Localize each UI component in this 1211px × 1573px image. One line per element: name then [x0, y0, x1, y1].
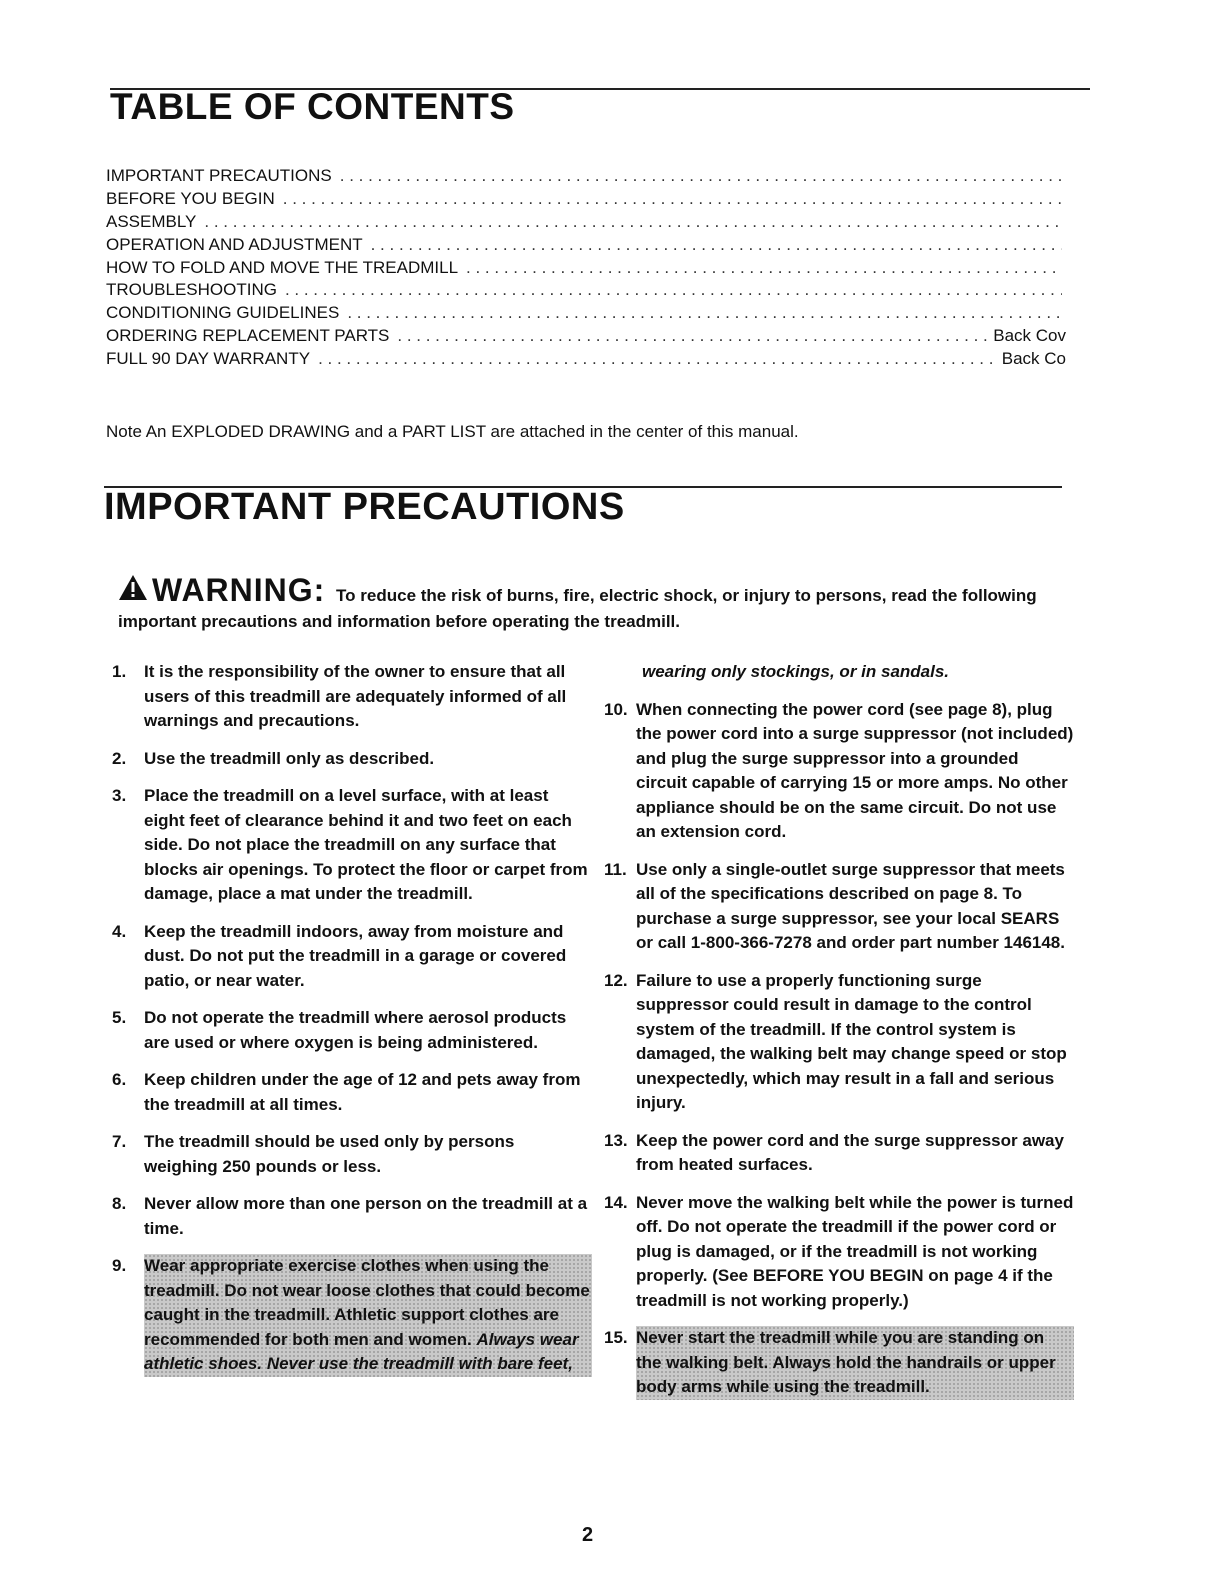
item-text: Use only a single-outlet surge suppressor that meets all of the specifications described on page 8. To purchase a surge suppressor, see your local SEARS or call 1-800-366-7278 and order part number 146148. — [636, 859, 1065, 952]
toc-entry — [106, 258, 1066, 281]
precaution-item — [604, 969, 1074, 1116]
item-number: 6. — [112, 1070, 127, 1089]
toc-entry — [106, 166, 1066, 189]
item-number: 4. — [112, 921, 127, 941]
toc-entry — [106, 235, 1066, 258]
item-number: 3. — [112, 786, 127, 805]
precautions-right-column — [604, 660, 1074, 1413]
toc-leader-dots — [466, 258, 1062, 278]
warning-word: WARNING: — [152, 572, 326, 608]
precaution-item — [112, 920, 592, 994]
toc-leader-dots — [371, 235, 1062, 255]
toc-entry-label: IMPORTANT PRECAUTIONS — [106, 166, 332, 185]
item-text: Never start the treadmill while you are standing on the walking belt. Always hold the handrails or upper body arms while using the treadmill. — [636, 1326, 1074, 1400]
toc-note: Note An EXPLODED DRAWING and a PART LIST are attached in the center of this manual. — [106, 422, 799, 441]
item-text: Place the treadmill on a level surface, with at least eight feet of clearance behind it and two feet on each side. Do not place the treadmill on any surface that blocks air openings. To protect the floor or carpet from damage, place a mat under the treadmill. — [144, 786, 588, 903]
item9-continuation: wearing only stockings, or in sandals. — [642, 662, 950, 681]
item-text: Never move the walking belt while the power is turned off. Do not operate the treadmill if the power cord or plug is damaged, or if the treadmill is not working properly. (See BEFORE YOU BEGIN on page 4 if the treadmill is not working properly.) — [636, 1192, 1074, 1310]
toc-entry-label: CONDITIONING GUIDELINES — [106, 303, 340, 323]
item-number: 15. — [604, 1328, 628, 1347]
precaution-item — [112, 784, 592, 907]
item-text: Never allow more than one person on the treadmill at a time. — [144, 1194, 588, 1238]
precaution-item — [112, 747, 592, 772]
precaution-item — [604, 858, 1074, 956]
item-text: Keep children under the age of 12 and pets away from the treadmill at all times. — [144, 1070, 581, 1114]
warning-block — [118, 574, 1068, 635]
item-text — [144, 1254, 592, 1377]
table-of-contents — [106, 166, 1066, 372]
item9-emphasis: Always wear athletic shoes. Never use the treadmill with bare feet, — [144, 1329, 579, 1373]
precautions-title: IMPORTANT PRECAUTIONS — [104, 486, 625, 528]
toc-leader-dots — [397, 326, 989, 346]
precaution-item — [112, 660, 592, 734]
warning-triangle-icon — [118, 574, 148, 601]
item-number: 1. — [112, 662, 127, 681]
toc-entry-label: ORDERING REPLACEMENT PARTS — [106, 326, 390, 346]
precaution-item — [604, 698, 1074, 845]
toc-entry — [106, 349, 1066, 372]
toc-entry — [106, 326, 1066, 349]
precaution-item — [604, 1326, 1074, 1400]
toc-leader-dots — [204, 212, 1062, 232]
toc-entry-label: ASSEMBLY — [106, 211, 197, 231]
item-number: 10. — [604, 699, 628, 719]
item-text: Use the treadmill only as described. — [144, 748, 435, 768]
item-number: 2. — [112, 748, 127, 768]
toc-leader-dots — [283, 189, 1062, 209]
item-text: Failure to use a properly functioning surge suppressor could result in damage to the control system of the treadmill. If the control system is damaged, the walking belt may change speed or stop unexpectedly, which may result in a fall and serious injury. — [636, 970, 1067, 1112]
toc-entry-label: FULL 90 DAY WARRANTY — [106, 349, 311, 369]
page-number: 2 — [582, 1524, 594, 1546]
precaution-item — [112, 1192, 592, 1241]
item-number: 7. — [112, 1132, 127, 1151]
toc-entry-page: Back Cov — [993, 326, 1066, 346]
item-text: Do not operate the treadmill where aerosol products are used or where oxygen is being administered. — [144, 1008, 567, 1052]
item-number: 11. — [604, 859, 627, 879]
toc-leader-dots — [340, 166, 1062, 186]
toc-entry — [106, 189, 1066, 212]
item-number: 5. — [112, 1008, 127, 1027]
toc-leader-dots — [285, 280, 1062, 300]
item-number: 13. — [604, 1130, 628, 1150]
toc-leader-dots — [318, 349, 998, 369]
item-text: Keep the treadmill indoors, away from moisture and dust. Do not put the treadmill in a garage or covered patio, or near water. — [144, 921, 567, 990]
item-text: It is the responsibility of the owner to ensure that all users of this treadmill are adequately informed of all warnings and precautions. — [144, 662, 567, 730]
item-number: 9. — [112, 1256, 127, 1275]
item9-text: Wear appropriate exercise clothes when using the treadmill. Do not wear loose clothes that could become caught in the treadmill. Athletic support clothes are recommended for both men and women. — [144, 1256, 590, 1349]
precaution-item — [112, 1006, 592, 1055]
toc-entry-label: HOW TO FOLD AND MOVE THE TREADMILL — [106, 257, 459, 277]
toc-entry-label: TROUBLESHOOTING — [106, 280, 277, 300]
toc-entry — [106, 303, 1066, 326]
item-number: 8. — [112, 1194, 127, 1213]
toc-entry — [106, 280, 1066, 303]
toc-entry-label: OPERATION AND ADJUSTMENT — [106, 234, 363, 254]
item-text: When connecting the power cord (see page 8), plug the power cord into a surge suppressor (not included) and plug the surge suppressor into a grounded circuit capable of carrying 15 or more amps. No other appliance should be on the same circuit. Do not use an extension cord. — [636, 699, 1074, 841]
item-number: 12. — [604, 970, 628, 990]
precautions-left-column — [112, 660, 592, 1390]
warning-text: To reduce the risk of burns, fire, electric shock, or injury to persons, read the following important precautions and information before operating the treadmill. — [118, 586, 1037, 631]
toc-entry-page: Back Co — [1001, 349, 1066, 369]
precaution-item — [604, 1129, 1074, 1178]
precaution-item — [112, 1254, 592, 1377]
item-text: Keep the power cord and the surge suppressor away from heated surfaces. — [636, 1130, 1064, 1174]
precaution-item — [604, 1191, 1074, 1314]
toc-leader-dots — [347, 303, 1062, 323]
toc-entry-label: BEFORE YOU BEGIN — [106, 188, 275, 208]
item-text: The treadmill should be used only by persons weighing 250 pounds or less. — [144, 1132, 515, 1176]
toc-title: TABLE OF CONTENTS — [110, 86, 515, 127]
precaution-item — [112, 1068, 592, 1117]
precaution-item — [112, 1130, 592, 1179]
item-number: 14. — [604, 1192, 628, 1212]
toc-entry — [106, 212, 1066, 235]
